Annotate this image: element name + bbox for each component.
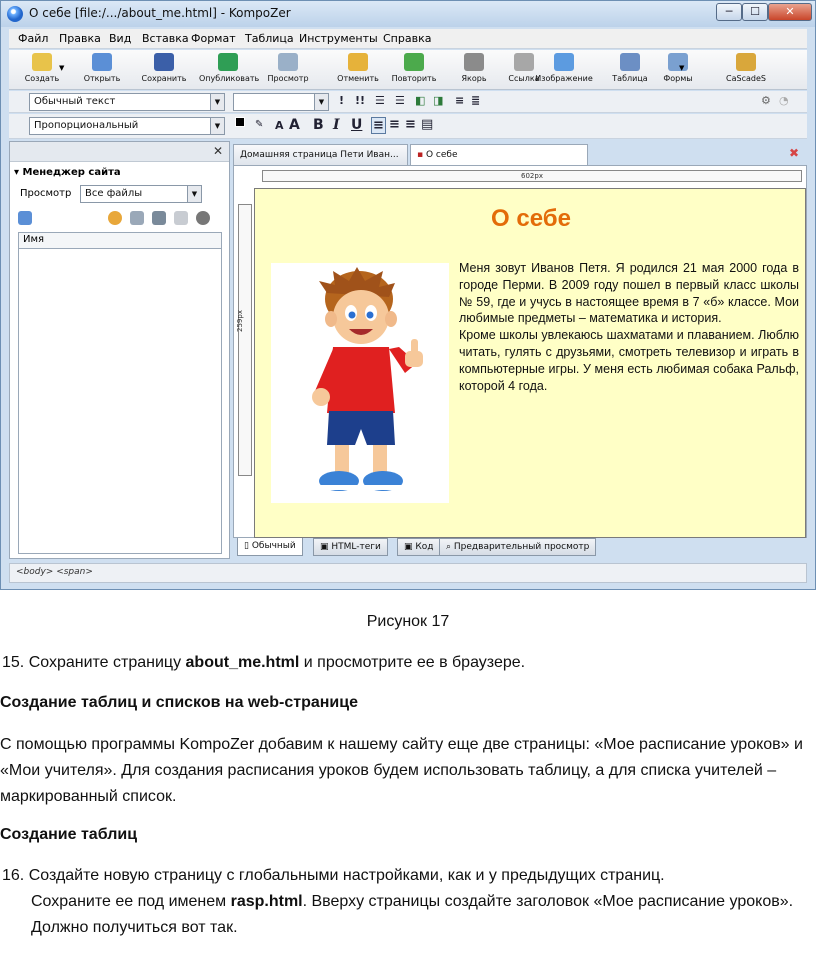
table-icon (620, 53, 640, 71)
align-center-icon[interactable]: ≡ (389, 117, 400, 132)
image-icon (554, 53, 574, 71)
tab-about-me[interactable] (410, 144, 588, 165)
toolbar-button-open-folder[interactable] (73, 52, 131, 88)
redo-icon (404, 53, 424, 71)
panel-header (10, 142, 229, 162)
page-text-line-1: Меня зовут Иванов Петя. Я родился 21 мая 2000 года в городе Перми. В 2009 году пошел в первый класс школы № 59, где и учусь в настоящее время в 7 «б» классе. Мои любимые предметы – математика и история. (459, 261, 799, 326)
toolbar-label: Формы (663, 74, 693, 83)
toolbar-button-forms[interactable] (649, 52, 707, 88)
link-chain-icon (514, 53, 534, 71)
toolbar-label: Изображение (535, 74, 593, 83)
bold-button[interactable]: B (313, 117, 324, 133)
step-15 (2, 650, 814, 676)
magnifier-icon: ⌕ (446, 542, 454, 552)
edit-mode-tabs (233, 538, 807, 558)
window-title: О себе [file:/.../about_me.html] - KompoZer (29, 6, 291, 20)
menu-bar (9, 29, 807, 49)
step15-filename: about_me.html (185, 654, 300, 671)
globe-icon (218, 53, 238, 71)
forms-dropdown-arrow-icon[interactable]: ▼ (679, 64, 685, 72)
new-dropdown-arrow-icon[interactable]: ▼ (59, 64, 65, 72)
menu-tools[interactable]: Инструменты (299, 32, 378, 45)
indent-icon[interactable]: ◨ (433, 94, 444, 107)
minimize-button[interactable]: ─ (716, 3, 742, 21)
menu-view[interactable]: Вид (109, 32, 132, 45)
boy-cartoon-image[interactable] (271, 263, 449, 503)
preview-browser-icon (278, 53, 298, 71)
italic-button[interactable]: I (333, 117, 340, 133)
smaller-font-icon[interactable]: A (275, 119, 284, 132)
toolbar-label: Таблица (612, 74, 648, 83)
outdent-icon[interactable]: ◧ (415, 94, 426, 107)
step15-suffix: и просмотрите ее в браузере. (299, 654, 526, 671)
page-paragraph (459, 260, 799, 394)
document-tabs (233, 142, 807, 165)
site-settings-icon[interactable] (18, 211, 32, 225)
title-bar[interactable] (1, 1, 815, 27)
chevron-down-icon: ▼ (210, 94, 224, 110)
tab-html-tags-mode[interactable] (313, 538, 388, 556)
site-manager-toolbar (10, 208, 229, 230)
page-body[interactable] (254, 188, 806, 538)
section-heading-tables: Создание таблиц (0, 826, 138, 843)
view-label: Просмотр (20, 188, 72, 199)
close-icon[interactable]: ✕ (212, 144, 223, 158)
tab-preview-mode[interactable] (439, 538, 596, 556)
toolbar-label: Открыть (83, 74, 121, 83)
close-button[interactable]: ✕ (768, 3, 812, 21)
toolbar-button-floppy-disk[interactable] (135, 52, 193, 88)
align-justify-icon[interactable]: ▤ (421, 117, 434, 132)
toolbar-label: Опубликовать (199, 74, 260, 83)
step16-filename: rasp.html (230, 893, 303, 910)
tab-preview-label: Предварительный просмотр (453, 542, 590, 552)
name-column-label: Имя (23, 234, 45, 245)
toolbar-button-undo[interactable] (329, 52, 387, 88)
chevron-down-icon: ▼ (314, 94, 328, 110)
kompozer-app-icon (7, 6, 23, 22)
open-folder-icon (92, 53, 112, 71)
floppy-disk-icon (154, 53, 174, 71)
menu-insert[interactable]: Вставка (142, 32, 189, 45)
step-16-continued (31, 889, 811, 941)
toolbar-label: Сохранить (141, 74, 187, 83)
editor-area[interactable] (233, 165, 807, 538)
new-folder-icon[interactable] (130, 211, 144, 225)
cascades-icon (736, 53, 756, 71)
site-manager-title-row[interactable] (10, 164, 229, 182)
page-icon: ▯ (244, 541, 252, 551)
toolbar-label: CaScadeS (726, 74, 766, 83)
toolbar-label: Просмотр (267, 74, 309, 83)
height-ruler (235, 204, 252, 476)
site-file-list[interactable] (18, 249, 222, 554)
composition-toolbar (9, 50, 807, 90)
undo-icon (348, 53, 368, 71)
toolbar-label: Создать (24, 74, 60, 83)
toolbar-label: Отменить (337, 74, 379, 83)
class-select[interactable] (233, 93, 329, 111)
palette-icon[interactable]: ◔ (779, 94, 789, 107)
figure-caption: Рисунок 17 (366, 613, 450, 630)
tab-html-tags-label: HTML-теги (331, 542, 381, 552)
toolbar-label: Якорь (461, 74, 487, 83)
intro-paragraph: С помощью программы KompoZer добавим к нашему сайту еще две страницы: «Мое расписание уроков» и «Мои учителя». Для создания расписания уроков будем использовать таблицу, а для списка учителей – маркированный список. (0, 736, 803, 805)
page-heading: О себе (491, 205, 571, 232)
tab-source-label: Код (415, 542, 434, 552)
open-site-icon[interactable] (108, 211, 122, 225)
step-16: 16. Создайте новую страницу с глобальными настройками, как и у предыдущих страниц. (2, 867, 665, 884)
toolbar-button-cascades[interactable] (717, 52, 775, 88)
numbered-list-icon[interactable]: ☰ (375, 94, 385, 107)
toolbar-label: Повторить (391, 74, 437, 83)
close-tab-icon[interactable]: ✖ (788, 146, 799, 160)
larger-font-icon[interactable]: A (289, 117, 300, 133)
anchor-icon (464, 53, 484, 71)
view-filter-select[interactable] (80, 185, 202, 203)
exclamation-icon[interactable]: ! (339, 94, 345, 107)
forms-icon (668, 53, 688, 71)
status-bar[interactable]: <body> <span> (9, 563, 807, 583)
site-manager-panel (9, 141, 230, 559)
code-icon: ▣ (404, 542, 416, 552)
page-text-line-2: Кроме школы увлекаюсь шахматами и плаванием. Люблю читать, гулять с друзьями, смотреть телевизор и играть в компьютерные игры. У меня есть любимая собака Ральф, которой 4 года. (459, 328, 799, 393)
toolbar-button-redo[interactable] (385, 52, 443, 88)
menu-edit[interactable]: Правка (59, 32, 101, 45)
width-ruler: 602px (262, 170, 802, 182)
chevron-down-icon: ▼ (187, 186, 201, 202)
menu-help[interactable]: Справка (383, 32, 432, 45)
highlight-pencil-icon[interactable]: ✎ (255, 119, 264, 130)
paragraph-style-select[interactable] (29, 93, 225, 111)
site-manager-title: Менеджер сайта (22, 167, 121, 178)
double-exclamation-icon[interactable]: !! (355, 94, 366, 107)
name-column-header[interactable] (18, 232, 222, 249)
edit-icon[interactable] (152, 211, 166, 225)
tab-source-mode[interactable] (397, 538, 441, 556)
chevron-down-icon: ▾ (14, 167, 23, 178)
tab-normal-mode[interactable] (237, 538, 303, 556)
tab-about-me-label: О себе (425, 150, 458, 160)
new-page-icon (32, 53, 52, 71)
underline-button[interactable]: U (351, 117, 363, 133)
font-value: Пропорциональный (34, 120, 139, 131)
paragraph-style-value: Обычный текст (34, 96, 116, 107)
menu-table[interactable]: Таблица (245, 32, 294, 45)
tab-normal-label: Обычный (251, 541, 296, 551)
font-select[interactable] (29, 117, 225, 135)
step16-suffix: . Вверху страницы создайте заголовок «Мое расписание уроков». Должно получиться вот так. (31, 893, 794, 936)
view-filter-value: Все файлы (85, 188, 143, 199)
settings-icon[interactable]: ⚙ (761, 94, 771, 107)
text-color-swatch[interactable] (235, 117, 245, 127)
section-heading-tables-lists: Создание таблиц и списков на web-странице (0, 694, 358, 711)
stop-icon[interactable] (196, 211, 210, 225)
delete-icon[interactable] (174, 211, 188, 225)
align-justify-icon[interactable]: ≣ (471, 94, 481, 107)
align-center-icon[interactable]: ≡ (455, 94, 465, 107)
step16-prefix: Сохраните ее под именем (31, 893, 231, 910)
toolbar-button-image[interactable] (535, 52, 593, 88)
menu-format[interactable]: Формат (191, 32, 236, 45)
tab-home-page[interactable]: Домашняя страница Пети Иван... (233, 144, 408, 165)
maximize-button[interactable]: ☐ (742, 3, 768, 21)
bulleted-list-icon[interactable]: ☰ (395, 94, 405, 107)
align-right-icon[interactable]: ≡ (405, 117, 416, 132)
format-toolbar-1 (9, 91, 807, 113)
tags-icon: ▣ (320, 542, 332, 552)
document-icon: ▪ (417, 150, 424, 160)
toolbar-label: Ссылка (508, 74, 540, 83)
toolbar-button-globe[interactable] (199, 52, 260, 88)
toolbar-button-preview-browser[interactable] (259, 52, 317, 88)
format-toolbar-2 (9, 114, 807, 139)
align-left-icon[interactable]: ≡ (373, 118, 384, 133)
step15-prefix: 15. Сохраните страницу (2, 654, 186, 671)
height-ruler-label: 259px (235, 310, 244, 332)
chevron-down-icon: ▼ (210, 118, 224, 134)
menu-file[interactable]: Файл (18, 32, 49, 45)
